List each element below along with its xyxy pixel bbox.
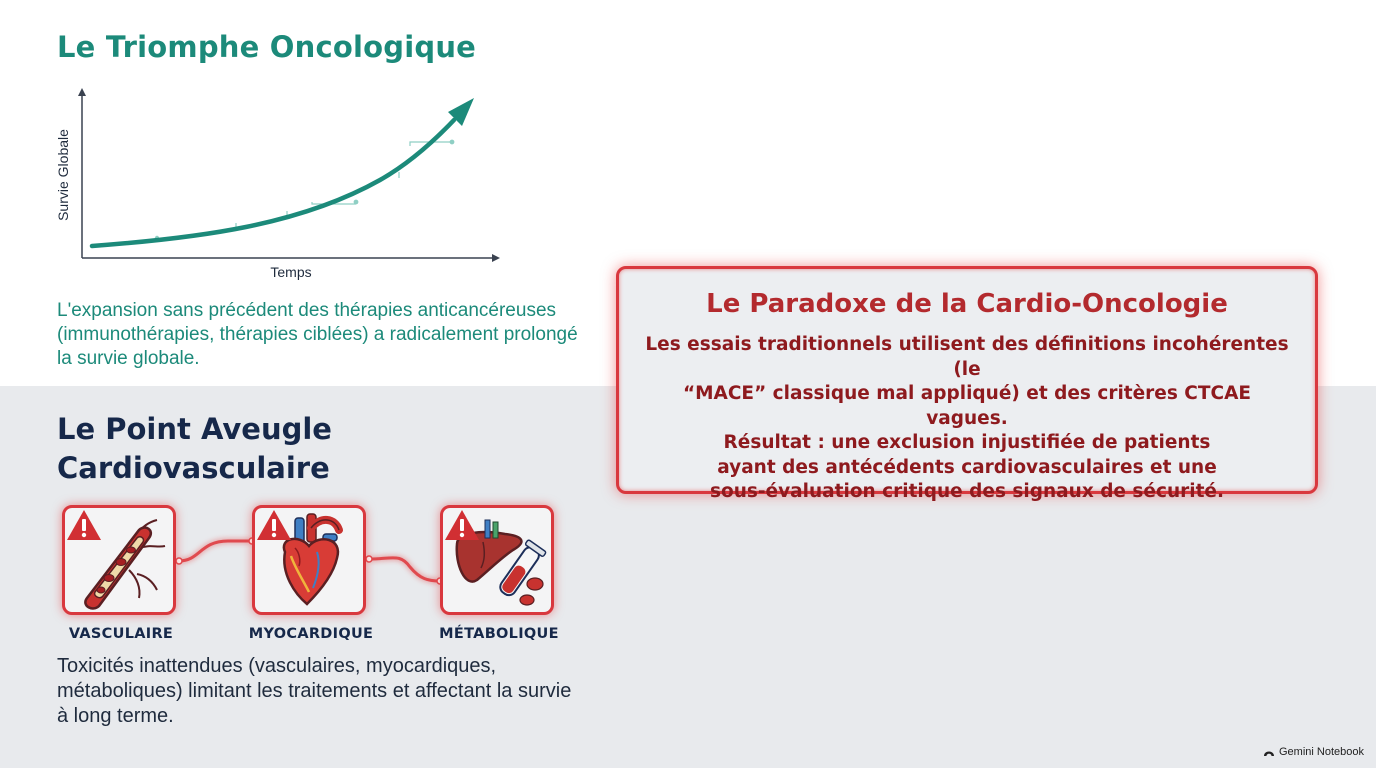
toxicity-card-vascular xyxy=(62,505,176,615)
warning-icon xyxy=(443,508,481,542)
y-axis-label: Survie Globale xyxy=(55,129,71,221)
survival-chart xyxy=(50,80,510,290)
paradox-line: sous-évaluation critique des signaux de sécurité. xyxy=(709,481,1225,502)
step-markers xyxy=(155,140,453,239)
toxicity-card-myocardial xyxy=(252,505,366,615)
paradox-line: Résultat : une exclusion injustifiée de patients xyxy=(723,432,1211,453)
toxicity-label-metabolic: MÉTABOLIQUE xyxy=(439,626,559,642)
toxicity-icons-row xyxy=(40,495,600,655)
toxicity-label-vascular: VASCULAIRE xyxy=(68,626,174,642)
paradox-title: Le Paradoxe de la Cardio-Oncologie xyxy=(706,289,1228,319)
paradox-line: Les essais traditionnels utilisent des définitions incohérentes (le xyxy=(645,334,1289,380)
x-axis-arrow xyxy=(492,254,500,262)
top-section-description: L'expansion sans précédent des thérapies anticancéreuses (immunothérapies, thérapies ciblées) a radicalement prolongé la survie globale. xyxy=(57,300,578,369)
toxicity-label-myocardial: MYOCARDIQUE xyxy=(248,626,374,642)
bottom-section-description: Toxicités inattendues (vasculaires, myocardiques, métaboliques) limitant les traitements et affectant la survie à long terme. xyxy=(57,655,572,727)
branding-label: Gemini Notebook xyxy=(1279,746,1364,758)
paradox-line: ayant des antécédents cardiovasculaires et une xyxy=(717,456,1217,478)
paradox-line: “MACE” classique mal appliqué) et des critères CTCAE vagues. xyxy=(682,383,1252,429)
survival-chart-svg xyxy=(50,80,510,290)
toxicity-card-metabolic xyxy=(440,505,554,615)
survival-curve xyxy=(92,120,454,246)
x-axis-label: Temps xyxy=(270,264,312,280)
notebook-logo-icon xyxy=(1263,747,1275,757)
warning-icon xyxy=(255,508,293,542)
y-axis-arrow xyxy=(78,88,86,96)
bottom-section-title xyxy=(57,410,332,488)
paradox-box xyxy=(616,266,1318,502)
warning-icon xyxy=(65,508,103,542)
branding xyxy=(1263,746,1364,758)
paradox-text xyxy=(639,333,1295,505)
top-section-title: Le Triomphe Oncologique xyxy=(57,30,477,64)
bottom-title-line: Cardiovasculaire xyxy=(57,451,330,485)
bottom-title-line: Le Point Aveugle xyxy=(57,412,332,446)
